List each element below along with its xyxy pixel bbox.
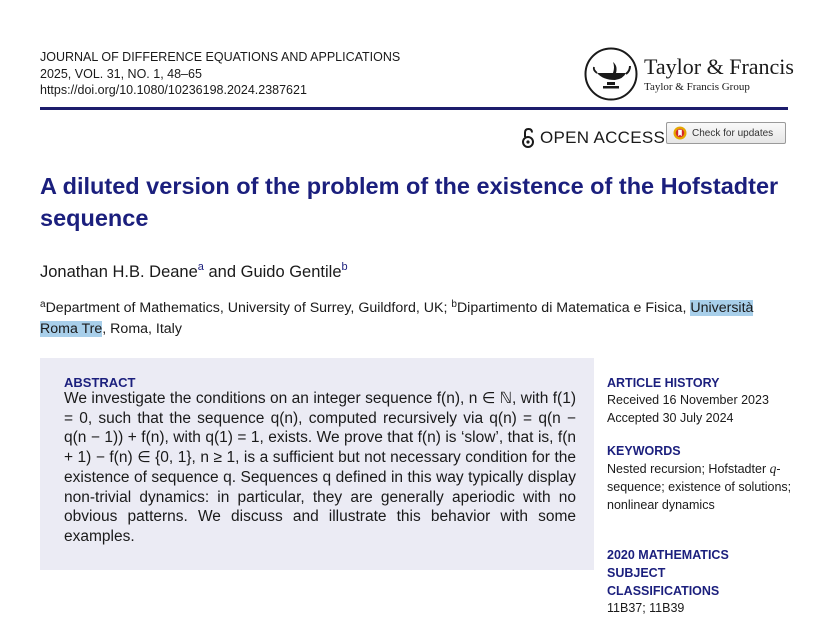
msc-section	[607, 546, 807, 618]
check-for-updates-label: Check for updates	[692, 127, 774, 139]
article-history	[607, 374, 807, 428]
open-access-badge	[520, 127, 665, 149]
affil-marker: b	[451, 299, 457, 310]
author-list	[40, 261, 348, 282]
affiliation-text: Dipartimento di Matematica e Fisica,	[456, 300, 691, 316]
abstract-text: We investigate the conditions on an integer sequence f(n), n ∈ ℕ, with f(1) = 0, such that the sequence q(n), computed recursively via q(n) = q(n − q(n − 1)) + f(n), with q(1) = 1, exists. We prove that f(n) is ‘slow’, that is, f(n + 1) − f(n) ∈ {0, 1}, n ≥ 1, is a sufficient but not necessary condition for the existence of sequence q. Sequences q defined in this way typically display non-trivial dynamics: in particular, they are generally aperiodic with no obvious patterns. We discuss and illustrate this behavior with some examples.	[64, 390, 576, 545]
msc-codes: 11B37; 11B39	[607, 601, 685, 615]
received-date: Received 16 November 2023	[607, 393, 769, 407]
open-lock-icon	[520, 127, 536, 149]
accepted-date: Accepted 30 July 2024	[607, 410, 734, 425]
author-joiner: and	[203, 263, 241, 281]
keywords-q: q	[769, 461, 777, 476]
affiliations	[40, 294, 780, 340]
publisher-group: Taylor & Francis Group	[644, 81, 750, 93]
check-updates-icon	[673, 126, 687, 140]
header-rule	[40, 107, 788, 110]
journal-volume: 2025, VOL. 31, NO. 1, 48–65	[40, 66, 202, 81]
publisher-name: Taylor & Francis	[644, 54, 794, 79]
keywords-heading: KEYWORDS	[607, 444, 681, 458]
article-title: A diluted version of the problem of the existence of the Hofstadter sequence	[40, 173, 779, 231]
author-affil-marker: a	[197, 261, 204, 273]
article-history-heading: ARTICLE HISTORY	[607, 376, 720, 390]
author-name[interactable]: Guido Gentile	[240, 263, 342, 281]
keywords-part: -sequence; existence of solutions; nonlinear dynamics	[607, 462, 792, 512]
affiliation-text: , Roma, Italy	[102, 321, 182, 337]
keywords-text	[607, 460, 807, 514]
abstract-heading: ABSTRACT	[64, 375, 136, 390]
check-for-updates-button[interactable]	[666, 122, 786, 144]
author-name[interactable]: Jonathan H.B. Deane	[40, 263, 198, 281]
affiliation-text: Department of Mathematics, University of Surrey, Guildford, UK;	[45, 300, 452, 316]
abstract-box	[40, 358, 594, 570]
oil-lamp-logo-icon	[583, 46, 639, 102]
highlighted-text[interactable]: Università Roma Tre	[40, 300, 754, 337]
affil-marker: a	[40, 299, 46, 310]
doi-link[interactable]: https://doi.org/10.1080/10236198.2024.2387621	[40, 83, 307, 97]
keywords-section	[607, 442, 807, 514]
open-access-label: OPEN ACCESS	[540, 128, 666, 147]
author-affil-marker: b	[341, 261, 348, 273]
msc-heading: 2020 MATHEMATICS SUBJECT CLASSIFICATIONS	[607, 548, 729, 598]
journal-info	[40, 49, 400, 99]
journal-name: JOURNAL OF DIFFERENCE EQUATIONS AND APPLICATIONS	[40, 50, 401, 64]
keywords-part: Nested recursion; Hofstadter	[607, 462, 770, 476]
